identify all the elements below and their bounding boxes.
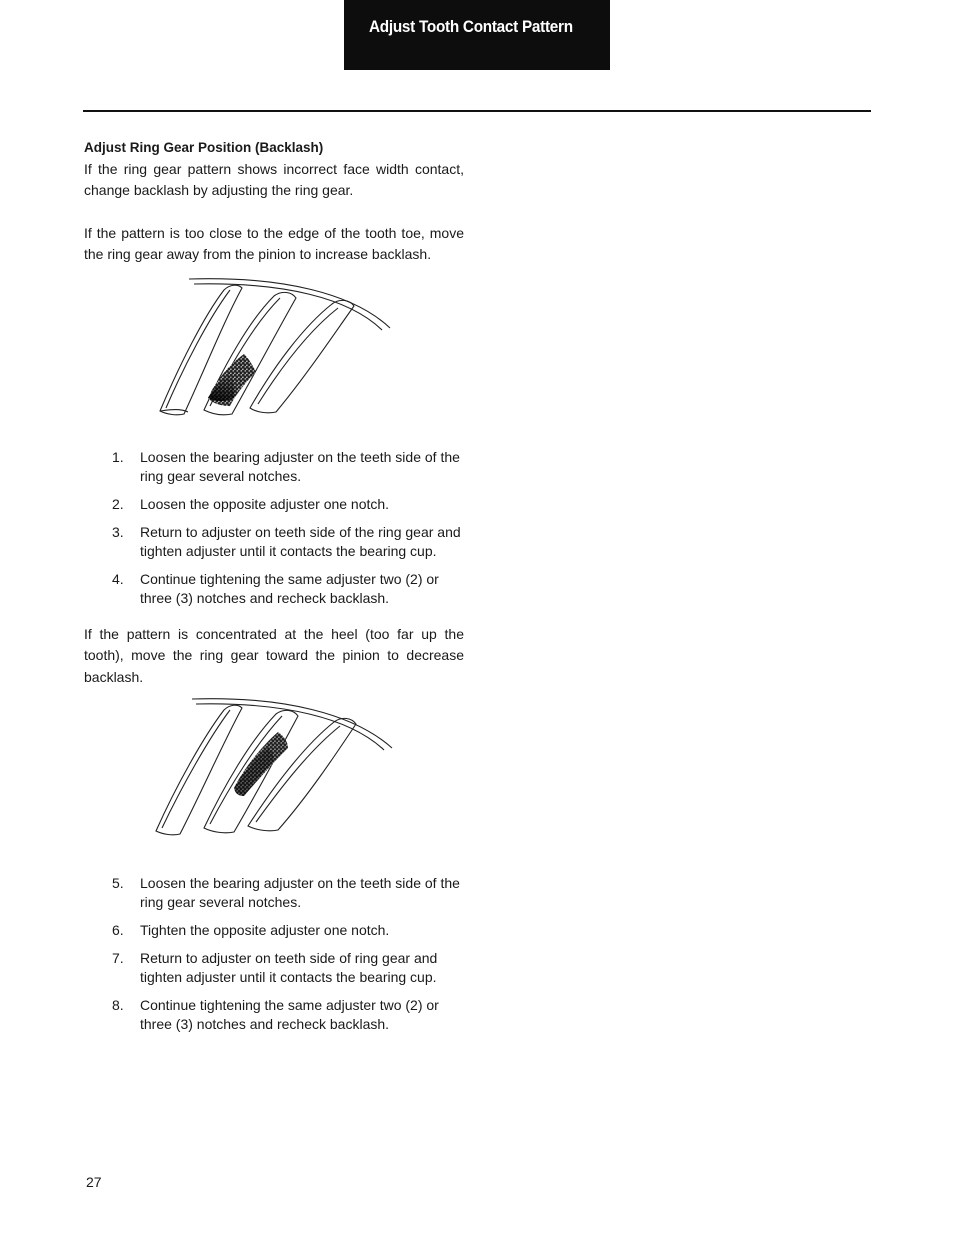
list-item: 1. Loosen the bearing adjuster on the teeth side of the ring gear several notches.: [112, 448, 460, 484]
tooth-pattern-toe-illustration: [84, 276, 464, 446]
toe-steps-list: [84, 448, 464, 608]
section-heading: Adjust Ring Gear Position (Backlash): [84, 140, 324, 155]
list-item: 2. Loosen the opposite adjuster one notch.: [112, 495, 390, 512]
page-number: 27: [86, 1174, 102, 1190]
list-item: 6. Tighten the opposite adjuster one notch.: [112, 922, 390, 938]
tooth-pattern-heel-illustration: [84, 696, 464, 866]
main-column: [84, 137, 464, 1043]
list-item: 3. Return to adjuster on teeth side of the ring gear and tighten adjuster until it contacts the bearing cup.: [112, 523, 461, 559]
section-title: Adjust Tooth Contact Pattern: [369, 17, 573, 36]
toe-case-paragraph: If the pattern is too close to the edge of the tooth toe, move the ring gear away from the pinion to increase backlash.: [84, 224, 464, 262]
heel-steps-list: [84, 874, 464, 1034]
heel-case-paragraph: If the pattern is concentrated at the heel (too far up the tooth), move the ring gear toward the pinion to decrease backlash.: [84, 625, 464, 685]
list-item: 4. Continue tightening the same adjuster two (2) or three (3) notches and recheck backlash.: [112, 570, 439, 606]
section-header-tab: [344, 0, 610, 70]
header-divider: [83, 110, 871, 112]
list-item: 7. Return to adjuster on teeth side of ring gear and tighten adjuster until it contacts the bearing cup.: [112, 950, 438, 985]
list-item: 5. Loosen the bearing adjuster on the teeth side of the ring gear several notches.: [112, 875, 460, 910]
intro-paragraph: If the ring gear pattern shows incorrect face width contact, change backlash by adjusting the ring gear.: [84, 160, 464, 198]
list-item: 8. Continue tightening the same adjuster two (2) or three (3) notches and recheck backlash.: [112, 997, 439, 1032]
